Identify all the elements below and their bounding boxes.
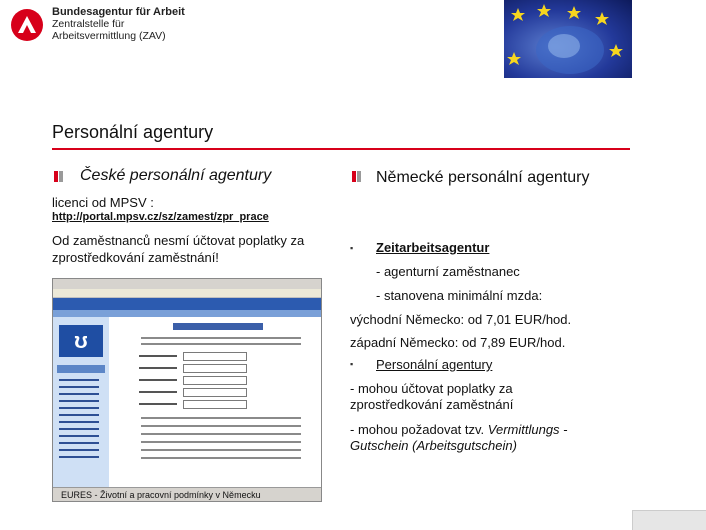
- main-text-line: [141, 337, 301, 339]
- right-line-2: - stanovena minimální mzda:: [376, 288, 543, 303]
- site-subnav-bar: [53, 310, 321, 317]
- sidebar-line: [59, 393, 99, 395]
- right-heading: Německé personální agentury: [376, 169, 590, 186]
- main-text-line: [141, 417, 301, 419]
- site-main-heading: [173, 323, 263, 330]
- logo-line-1: Bundesagentur für Arbeit: [52, 6, 185, 18]
- right-line-3: východní Německo: od 7,01 EUR/hod.: [350, 312, 572, 327]
- form-label: [139, 355, 177, 357]
- sidebar-line: [59, 386, 99, 388]
- sidebar-line: [59, 435, 99, 437]
- sidebar-line: [59, 407, 99, 409]
- header-europe-image: [504, 0, 632, 78]
- form-field: [183, 364, 247, 373]
- corner-box: [632, 510, 706, 530]
- sidebar-line: [59, 400, 99, 402]
- logo-text: [52, 6, 185, 42]
- main-text-line: [141, 457, 301, 459]
- title-divider: [52, 148, 630, 150]
- bundesagentur-logo-icon: [10, 8, 44, 42]
- vermittlungsgutschein-text: Vermittlungs - Gutschein (Arbeitsgutschein): [350, 422, 568, 453]
- site-nav-bar: [53, 298, 321, 310]
- site-logo-icon: ʊ: [59, 325, 103, 357]
- sidebar-line: [59, 428, 99, 430]
- right-line-5: - mohou účtovat poplatky za zprostředkování zaměstnání: [350, 381, 514, 412]
- form-field: [183, 388, 247, 397]
- page-title: Personální agentury: [52, 122, 214, 142]
- right-line-6-text: - mohou požadovat tzv.: [350, 422, 488, 437]
- right-line-1: - agenturní zaměstnanec: [376, 264, 520, 279]
- main-text-line: [141, 441, 301, 443]
- left-heading: České personální agentury: [80, 167, 272, 184]
- form-label: [139, 403, 177, 405]
- embedded-website-screenshot: [52, 278, 322, 502]
- sidebar-line: [59, 379, 99, 381]
- personalni-agentury-link[interactable]: Personální agentury: [376, 357, 493, 372]
- square-bullet-icon: [352, 171, 361, 182]
- form-label: [139, 367, 177, 369]
- form-field: [183, 400, 247, 409]
- main-text-line: [141, 343, 301, 345]
- right-line-4: západní Německo: od 7,89 EUR/hod.: [350, 335, 566, 350]
- logo-line-2: Zentralstelle für: [52, 18, 125, 30]
- site-sidebar-title: [57, 365, 105, 373]
- browser-toolbar: [53, 289, 321, 298]
- square-dot-icon: ▪: [350, 243, 354, 253]
- zeitarbeitsagentur-link[interactable]: Zeitarbeitsagentur: [376, 240, 490, 255]
- form-label: [139, 379, 177, 381]
- main-text-line: [141, 449, 301, 451]
- screenshot-caption: EURES - Životní a pracovní podmínky v Německu: [53, 487, 321, 501]
- main-text-line: [141, 425, 301, 427]
- square-dot-icon: ▪: [350, 359, 354, 369]
- square-bullet-icon: [54, 171, 63, 182]
- logo-line-3: Arbeitsvermittlung (ZAV): [52, 30, 166, 42]
- main-text-line: [141, 433, 301, 435]
- right-line-6: [350, 422, 600, 454]
- mpsv-link[interactable]: http://portal.mpsv.cz/sz/zamest/zpr_prace: [52, 211, 269, 223]
- sidebar-line: [59, 442, 99, 444]
- sidebar-line: [59, 456, 99, 458]
- form-label: [139, 391, 177, 393]
- eu-stars-icon: [504, 0, 632, 78]
- left-subheading: licenci od MPSV :: [52, 195, 154, 210]
- form-field: [183, 352, 247, 361]
- sidebar-line: [59, 414, 99, 416]
- sidebar-line: [59, 449, 99, 451]
- left-paragraph: Od zaměstnanců nesmí účtovat poplatky za zprostředkování zaměstnání!: [52, 233, 305, 265]
- browser-titlebar: [53, 279, 321, 289]
- sidebar-line: [59, 421, 99, 423]
- form-field: [183, 376, 247, 385]
